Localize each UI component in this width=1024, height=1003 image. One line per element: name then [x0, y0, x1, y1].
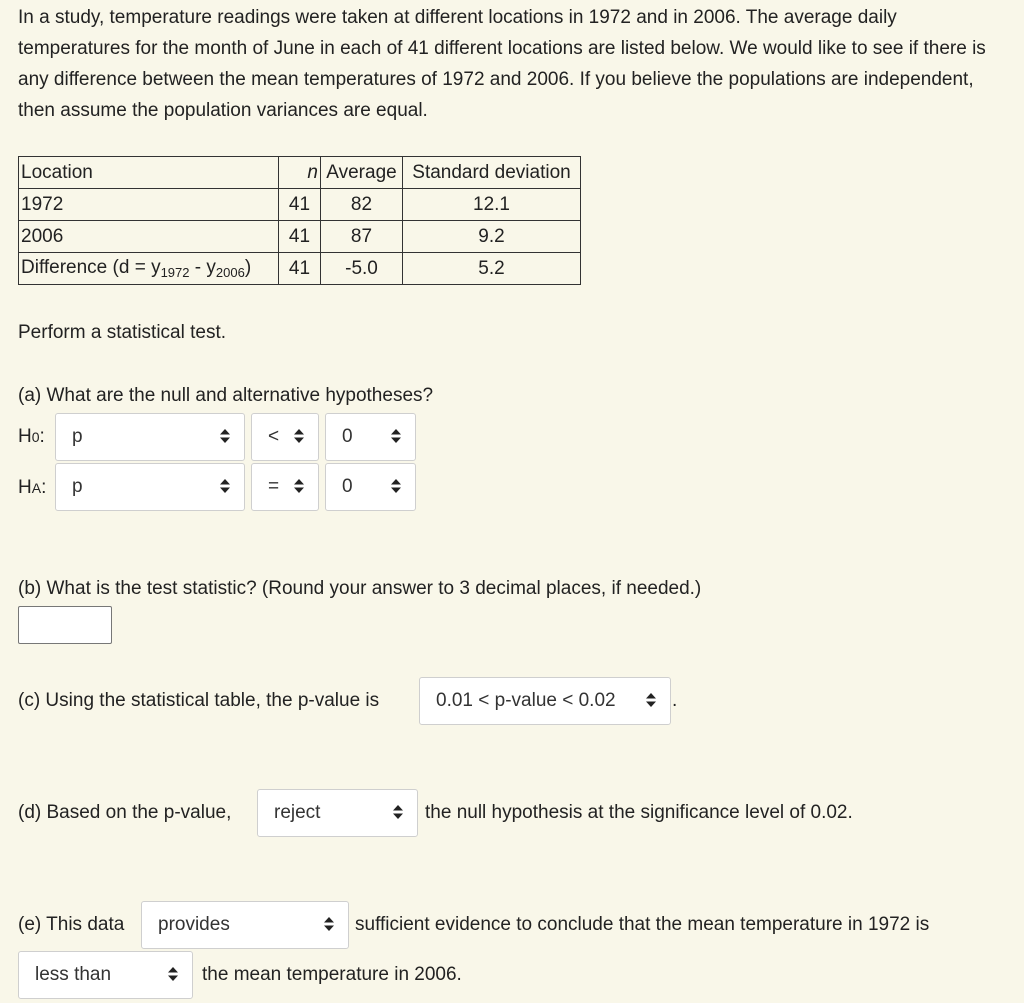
cell-sd: 12.1 [403, 189, 581, 221]
h0-parameter-value: p [72, 426, 83, 447]
ha-colon: : [41, 477, 47, 498]
h0-operator-select[interactable] [251, 413, 319, 461]
header-n: n [279, 157, 321, 189]
evidence-select[interactable] [141, 901, 349, 949]
diff-sub-2006: 2006 [215, 265, 245, 280]
updown-arrow-icon [294, 479, 304, 495]
h0-label [18, 426, 45, 448]
cell-location: 1972 [19, 189, 279, 221]
cell-location: 2006 [19, 221, 279, 253]
h0-colon: : [39, 426, 45, 447]
updown-arrow-icon [220, 479, 230, 495]
cell-sd: 9.2 [403, 221, 581, 253]
cell-average: -5.0 [321, 253, 403, 285]
updown-arrow-icon [393, 805, 403, 821]
diff-sub-1972: 1972 [160, 265, 190, 280]
question-d-prefix: (d) Based on the p-value, [18, 802, 232, 823]
cell-sd: 5.2 [403, 253, 581, 285]
table-row [19, 189, 581, 221]
decision-select[interactable] [257, 789, 418, 837]
table-row [19, 221, 581, 253]
cell-location-difference [19, 253, 279, 285]
question-e-prefix: (e) This data [18, 914, 125, 935]
p-value-selected: 0.01 < p-value < 0.02 [436, 690, 616, 711]
header-sd: Standard deviation [403, 157, 581, 189]
question-b: (b) What is the test statistic? (Round your answer to 3 decimal places, if needed.) [18, 578, 702, 599]
comparison-selected: less than [35, 964, 112, 985]
h0-subscript: 0 [31, 429, 40, 445]
ha-label [18, 477, 46, 499]
evidence-selected: provides [158, 914, 230, 935]
cell-n: 41 [279, 221, 321, 253]
header-location: Location [19, 157, 279, 189]
updown-arrow-icon [168, 967, 178, 983]
h0-value: 0 [342, 426, 353, 447]
ha-operator-value: = [268, 476, 280, 497]
question-c-suffix: . [672, 690, 678, 711]
diff-prefix: Difference (d = y [21, 257, 161, 278]
decision-selected: reject [274, 802, 321, 823]
header-average: Average [321, 157, 403, 189]
test-statistic-input[interactable] [18, 606, 112, 644]
h0-letter: H [18, 426, 32, 447]
ha-parameter-select[interactable] [55, 463, 245, 511]
updown-arrow-icon [391, 479, 401, 495]
updown-arrow-icon [391, 429, 401, 445]
ha-value: 0 [342, 476, 353, 497]
table-header-row [19, 157, 581, 189]
p-value-select[interactable] [419, 677, 671, 725]
updown-arrow-icon [324, 917, 334, 933]
cell-n: 41 [279, 189, 321, 221]
updown-arrow-icon [220, 429, 230, 445]
question-e-suffix: the mean temperature in 2006. [202, 964, 462, 985]
cell-n: 41 [279, 253, 321, 285]
cell-average: 87 [321, 221, 403, 253]
updown-arrow-icon [294, 429, 304, 445]
table-row-difference [19, 253, 581, 285]
comparison-select[interactable] [18, 951, 193, 999]
ha-subscript: A [31, 480, 42, 496]
diff-suffix: ) [244, 257, 252, 278]
ha-value-select[interactable] [325, 463, 416, 511]
h0-operator-value: < [268, 426, 280, 447]
diff-mid: - y [189, 257, 216, 278]
perform-text: Perform a statistical test. [18, 322, 227, 343]
h0-parameter-select[interactable] [55, 413, 245, 461]
updown-arrow-icon [646, 693, 656, 709]
question-e-mid: sufficient evidence to conclude that the mean temperature in 1972 is [355, 914, 930, 935]
ha-letter: H [18, 477, 32, 498]
h0-value-select[interactable] [325, 413, 416, 461]
ha-operator-select[interactable] [251, 463, 319, 511]
ha-parameter-value: p [72, 476, 83, 497]
question-c-prefix: (c) Using the statistical table, the p-value is [18, 690, 380, 711]
question-d-suffix: the null hypothesis at the significance level of 0.02. [425, 802, 853, 823]
problem-intro: In a study, temperature readings were taken at different locations in 1972 and in 2006. The average daily temperatures for the month of June in each of 41 different locations are listed below. We would like to see if there is any difference between the mean temperatures of 1972 and 2006. If you believe the populations are independent, then assume the population variances are equal. [18, 7, 986, 121]
cell-average: 82 [321, 189, 403, 221]
question-a: (a) What are the null and alternative hypotheses? [18, 385, 434, 406]
data-table [18, 156, 581, 285]
